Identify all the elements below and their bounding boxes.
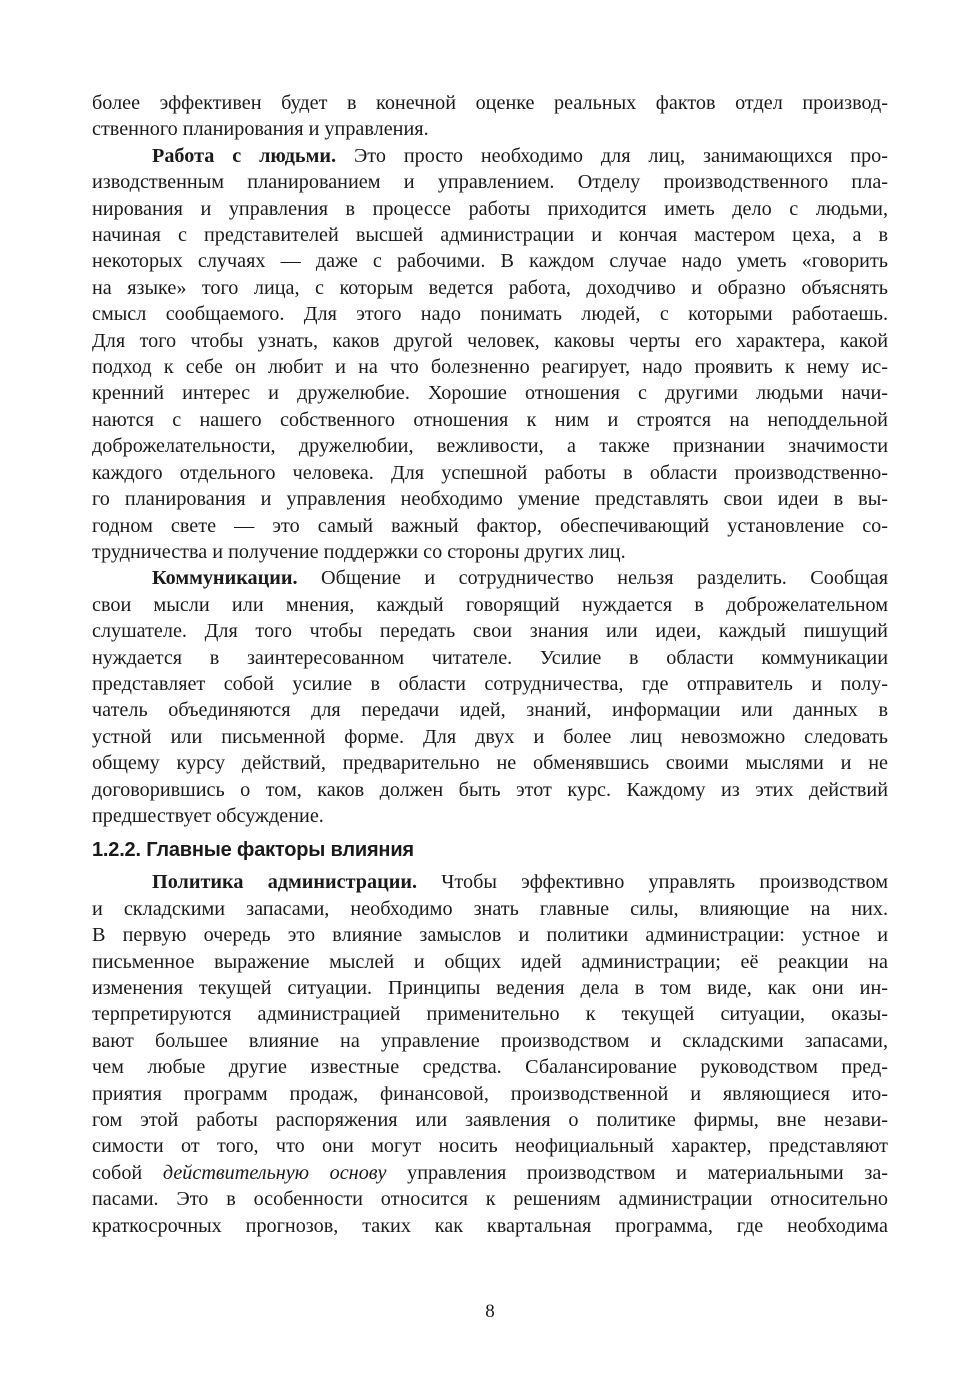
page-number: 8 xyxy=(485,1301,495,1322)
text-line: более эффективен будет в конечной оценке реальных фактов отдел производ- xyxy=(92,92,888,114)
text-line: Работа с людьми. Это просто необходимо для лиц, занимающихся про- xyxy=(152,144,888,167)
text-line: симости от того, что они могут носить неофициальный характер, представляют xyxy=(92,1135,888,1158)
lead-in-bold: Работа с людьми. xyxy=(152,144,337,167)
text-line: смысл сообщаемого. Для этого надо понимать людей, с которыми работаешь. xyxy=(92,303,888,326)
text-line: гом этой работы распоряжения или заявления о политике фирмы, вне незави- xyxy=(92,1109,888,1132)
text-line: некоторых случаях — даже с рабочими. В каждом случае надо уметь «говорить xyxy=(92,250,888,273)
text-line: предшествует обсуждение. xyxy=(92,804,324,827)
text-line: свои мысли или мнения, каждый говорящий нуждается в доброжелательном xyxy=(92,593,888,616)
text-line: чатель объединяются для передачи идей, знаний, информации или данных в xyxy=(92,699,888,722)
text-line: го планирования и управления необходимо умение представлять свои идеи в вы- xyxy=(92,488,888,511)
text-line: начиная с представителей высшей администрации и кончая мастером цеха, а в xyxy=(92,224,888,247)
text-line: каждого отдельного человека. Для успешной работы в области производственно- xyxy=(92,461,888,484)
text-line: нуждается в заинтересованном читателе. Усилие в области коммуникации xyxy=(92,646,888,669)
text-line: устной или письменной форме. Для двух и более лиц невозможно следовать xyxy=(92,725,888,748)
text-line: представляет собой усилие в области сотрудничества, где отправитель и полу- xyxy=(92,672,888,695)
lead-in-bold: Коммуникации. xyxy=(152,567,298,590)
text-line: вают большее влияние на управление производством и складскими запасами, xyxy=(92,1029,888,1052)
text-line: изменения текущей ситуации. Принципы ведения дела в том виде, как они ин- xyxy=(92,977,888,999)
text-line: В первую очередь это влияние замыслов и политики администрации: устное и xyxy=(92,924,888,947)
text-line: трудничества и получение поддержки со стороны других лиц. xyxy=(92,540,626,563)
italic-emphasis: действительную основу xyxy=(162,1161,387,1184)
text-line: краткосрочных прогнозов, таких как квартальная программа, где необходима xyxy=(92,1214,888,1237)
lead-in-bold: Политика администрации. xyxy=(152,871,418,894)
text-line: годном свете — это самый важный фактор, обеспечивающий установление со- xyxy=(92,514,888,537)
text-line: чем любые другие известные средства. Сбалансирование руководством пред- xyxy=(92,1056,888,1079)
paragraph-intro xyxy=(92,90,888,143)
text-line: и складскими запасами, необходимо знать главные силы, влияющие на них. xyxy=(92,897,888,920)
text-line: Политика администрации. Чтобы эффективно управлять производством xyxy=(152,871,888,894)
document-page xyxy=(92,90,888,1239)
text-line: нирования и управления в процессе работы приходится иметь дело с людьми, xyxy=(92,197,888,220)
text-line: на языке» того лица, с которым ведется работа, доходчиво и образно объяснять xyxy=(92,276,888,299)
text-line: Коммуникации. Общение и сотрудничество нельзя разделить. Сообщая xyxy=(152,567,888,590)
text-line: пасами. Это в особенности относится к решениям администрации относительно xyxy=(92,1188,888,1211)
section-heading: 1.2.2. Главные факторы влияния xyxy=(92,839,414,862)
text-line: доброжелательности, дружелюбии, вежливости, а также признании значимости xyxy=(92,435,888,458)
text-line: терпретируются администрацией применительно к текущей ситуации, оказы- xyxy=(92,1003,888,1026)
text-line: кренний интерес и дружелюбие. Хорошие отношения с другими людьми начи- xyxy=(92,382,888,405)
text-line: ственного планирования и управления. xyxy=(92,118,429,141)
text-line: собой действительную основу управления производством и материальными за- xyxy=(92,1161,889,1184)
paragraph-people xyxy=(92,143,888,566)
text-line: письменное выражение мыслей и общих идей администрации; её реакции на xyxy=(92,950,888,973)
paragraph-communications xyxy=(92,565,888,829)
text-line: договорившись о том, каков должен быть этот курс. Каждому из этих действий xyxy=(92,778,888,801)
text-line: общему курсу действий, предварительно не обменявшись своими мыслями и не xyxy=(92,752,888,775)
text-line: наются с нашего собственного отношения к ним и строятся на неподдельной xyxy=(92,408,888,431)
text-line: изводственным планированием и управлением. Отделу производственного пла- xyxy=(92,171,888,194)
paragraph-policy xyxy=(92,869,888,1239)
text-line: приятия программ продаж, финансовой, производственной и являющиеся ито- xyxy=(92,1082,888,1105)
text-line: Для того чтобы узнать, каков другой человек, каковы черты его характера, какой xyxy=(92,329,888,352)
text-line: слушателе. Для того чтобы передать свои знания или идеи, каждый пишущий xyxy=(92,620,888,643)
text-line: подход к себе он любит и на что болезненно реагирует, надо проявить к нему ис- xyxy=(92,356,888,379)
